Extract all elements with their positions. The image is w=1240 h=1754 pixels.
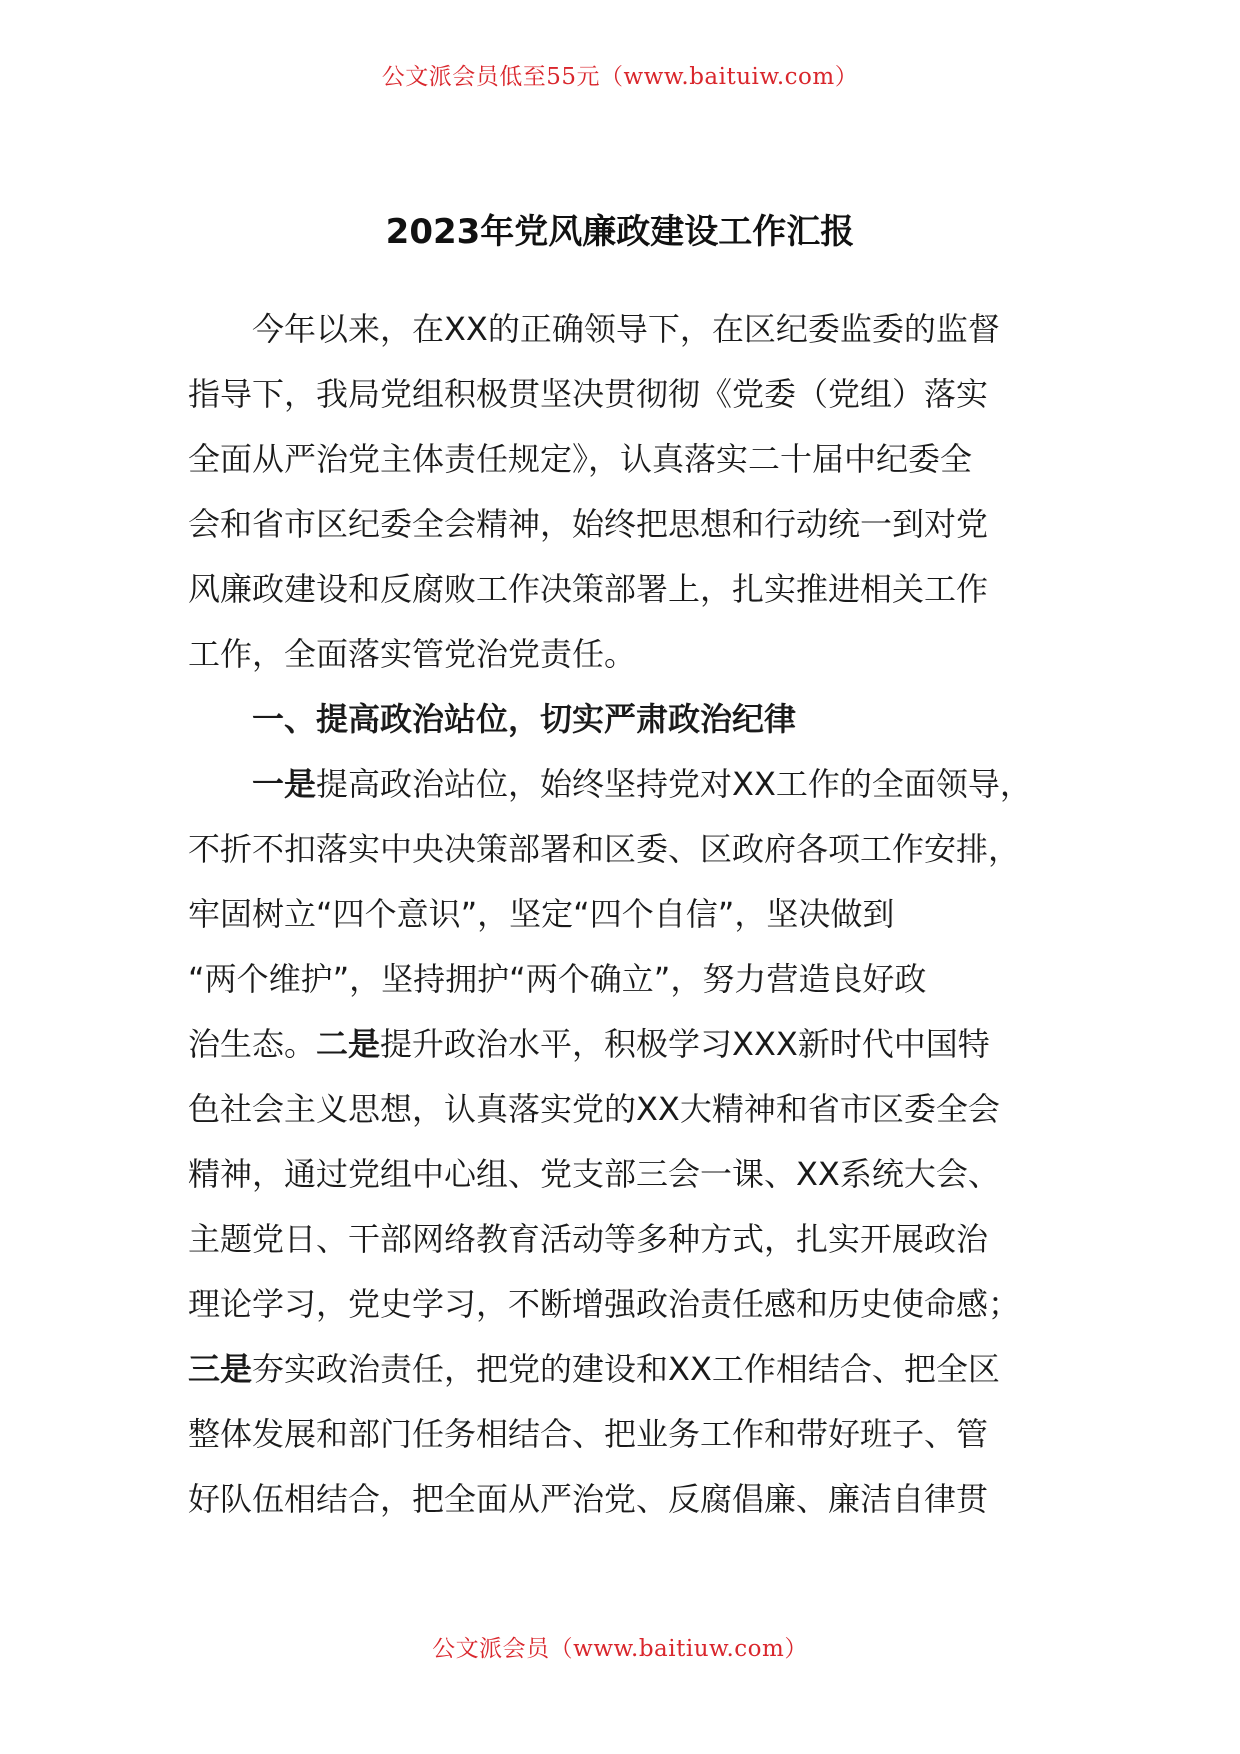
- paragraph-line: 好队伍相结合，把全面从严治党、反腐倡廉、廉洁自律贯: [188, 1480, 989, 1518]
- paragraph-line: 主题党日、干部网络教育活动等多种方式，扎实开展政治: [188, 1220, 989, 1258]
- footer-promo-banner: 公文派会员（www.baitiuw.com）: [432, 1636, 808, 1662]
- line-text: 提高政治站位，始终坚持党对XX工作的全面领导，: [316, 765, 1032, 803]
- paragraph-line: 全面从严治党主体责任规定》，认真落实二十届中纪委全: [188, 440, 973, 478]
- paragraph-line: 整体发展和部门任务相结合、把业务工作和带好班子、管: [188, 1415, 989, 1453]
- paragraph-line: 今年以来，在XX的正确领导下，在区纪委监委的监督: [252, 310, 1000, 348]
- paragraph-line: 不折不扣落实中央决策部署和区委、区政府各项工作安排，: [188, 830, 1021, 868]
- paragraph-line: 色社会主义思想，认真落实党的XX大精神和省市区委全会: [188, 1090, 1000, 1128]
- line-text: 提升政治水平，积极学习XXX新时代中国特: [380, 1025, 990, 1063]
- paragraph-line: [188, 1337, 1068, 1402]
- document-body: [188, 297, 1068, 1532]
- bold-lead: 三是: [188, 1350, 253, 1388]
- paragraph-line: 精神，通过党组中心组、党支部三会一课、XX系统大会、: [188, 1155, 1000, 1193]
- paragraph-line: 牢固树立“四个意识”，坚定“四个自信”，坚决做到: [188, 895, 895, 933]
- paragraph-line: [188, 1012, 1068, 1077]
- paragraph-line: 会和省市区纪委全会精神，始终把思想和行动统一到对党: [188, 505, 989, 543]
- paragraph-line: 风廉政建设和反腐败工作决策部署上，扎实推进相关工作: [188, 570, 989, 608]
- paragraph-line: 指导下，我局党组积极贯坚决贯彻彻《党委（党组）落实: [188, 375, 989, 413]
- paragraph-line: “两个维护”，坚持拥护“两个确立”，努力营造良好政: [188, 960, 927, 998]
- line-text: 夯实政治责任，把党的建设和XX工作相结合、把全区: [252, 1350, 1000, 1388]
- paragraph-line: 理论学习，党史学习，不断增强政治责任感和历史使命感；: [188, 1285, 1021, 1323]
- bold-lead: 二是: [316, 1025, 381, 1063]
- paragraph-line: [188, 752, 1068, 817]
- bold-lead: 一是: [252, 765, 317, 803]
- header-promo-banner: 公文派会员低至55元（www.baituiw.com）: [381, 64, 859, 90]
- line-text: 治生态。: [188, 1025, 317, 1063]
- section-heading: 一、提高政治站位，切实严肃政治纪律: [252, 700, 797, 738]
- document-title: 2023年党风廉政建设工作汇报: [385, 212, 855, 252]
- paragraph-line: 工作，全面落实管党治党责任。: [188, 635, 637, 673]
